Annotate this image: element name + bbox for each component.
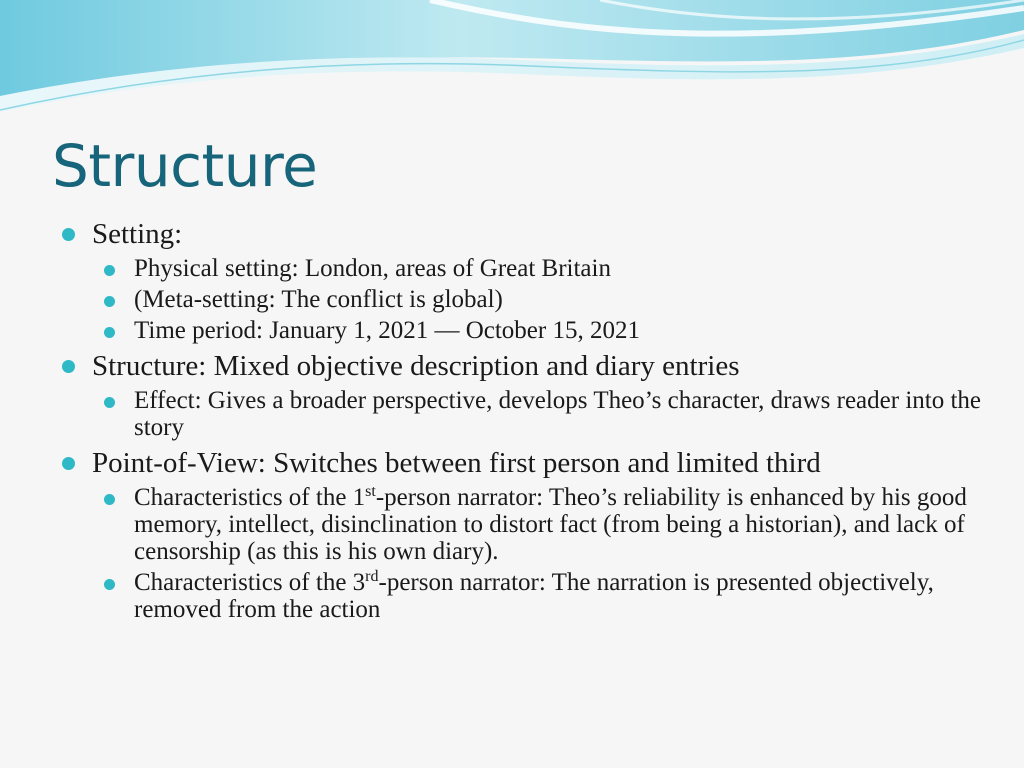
bullet-dot-icon [62,228,75,241]
bullet-structure [62,348,982,384]
sub-bullet-text: Time period: January 1, 2021 — October 15, 2021 [134,317,640,344]
bullet-dot-icon [104,579,115,590]
header-wave-decoration [0,0,1024,120]
first-person-text-start: Characteristics of the 1 [134,484,366,511]
bullet-dot-icon [62,457,75,470]
bullet-point-of-view [62,445,982,481]
third-person-ordinal-suffix: rd [365,568,379,585]
bullet-dot-icon [62,360,75,373]
bullet-dot-icon [104,327,115,338]
slide-title: Structure [52,132,318,200]
bullet-setting-text: Setting: [92,218,183,250]
sub-bullet-effect [104,387,982,441]
third-person-text-end: -person narrator: The narration is presented objectively, removed from the action [134,569,934,623]
sub-bullet-text: Physical setting: London, areas of Great Britain [134,255,611,282]
sub-bullet-meta-setting [104,286,982,313]
sub-bullet-text: (Meta-setting: The conflict is global) [134,286,503,313]
slide-content [62,214,982,627]
bullet-dot-icon [104,265,115,276]
bullet-pov-text: Point-of-View: Switches between first person and limited third [92,447,821,479]
sub-bullet-text: Effect: Gives a broader perspective, develops Theo’s character, draws reader into the story [134,387,982,441]
bullet-setting [62,216,982,252]
sub-bullet-time-period [104,317,982,344]
first-person-ordinal-suffix: st [365,483,376,500]
first-person-text-end: -person narrator: Theo’s reliability is enhanced by his good memory, intellect, disinclination to distort fact (from being a historian), and lack of censorship (as this is his own diary). [134,484,967,565]
bullet-dot-icon [104,397,115,408]
sub-bullet-third-person [104,569,982,623]
bullet-dot-icon [104,494,115,505]
sub-bullet-physical-setting [104,255,982,282]
bullet-dot-icon [104,296,115,307]
bullet-structure-text: Structure: Mixed objective description and diary entries [92,350,740,382]
third-person-text-start: Characteristics of the 3 [134,569,366,596]
sub-bullet-first-person [104,484,982,565]
